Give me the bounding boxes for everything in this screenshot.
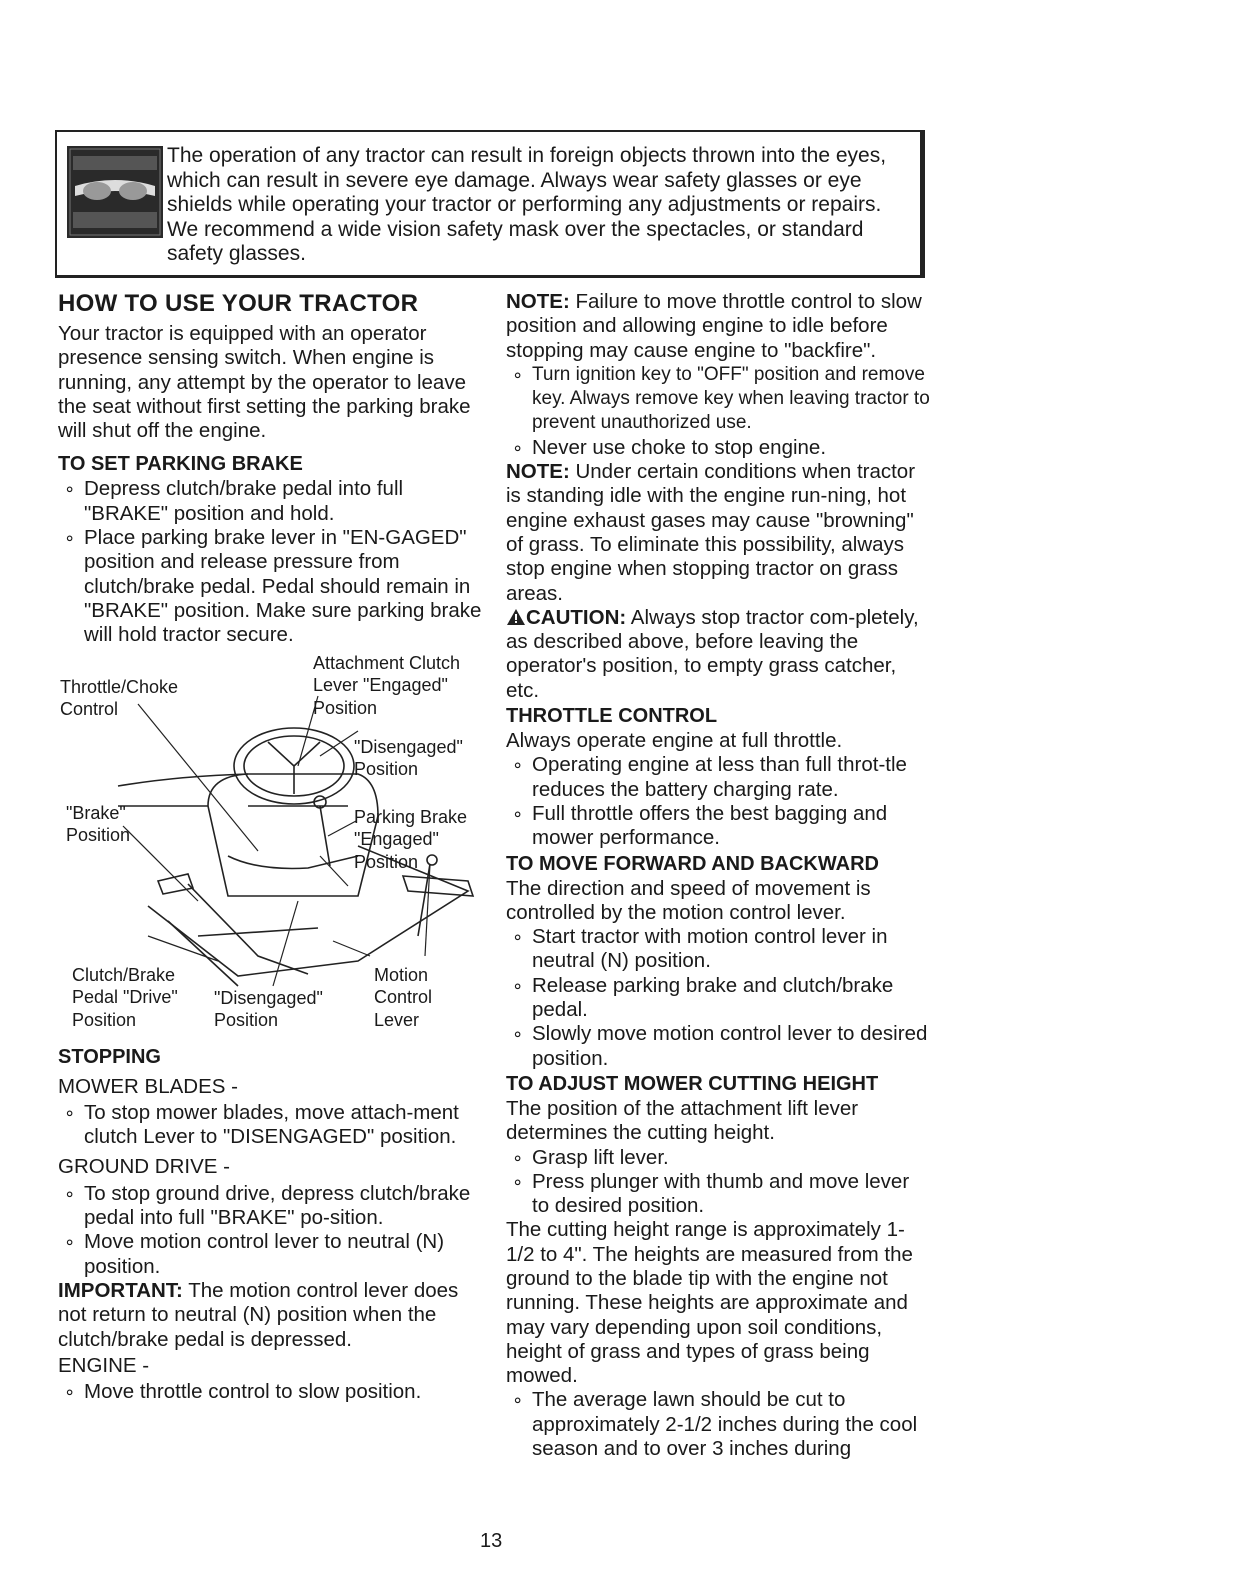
list-item: ∘ Depress clutch/brake pedal into full "BRAKE" position and hold. [58, 477, 488, 526]
tractor-controls-diagram [58, 652, 498, 1056]
caution-label: CAUTION: [526, 605, 627, 629]
engine-subheading: ENGINE - [58, 1353, 150, 1377]
list-item: ∘ Operating engine at less than full throt-tle reduces the battery charging rate. [506, 753, 931, 802]
note-text: Under certain conditions when tractor is standing idle with the engine run-ning, hot engine exhaust gases may cause "browning" of grass. To eliminate this possibility, always stop engine when stopping tractor on grass areas. [506, 460, 916, 605]
parking-brake-label: Parking Brake "Engaged" Position [354, 806, 468, 872]
note-browning [506, 460, 931, 606]
move-heading: TO MOVE FORWARD AND BACKWARD [506, 852, 879, 875]
disengaged-bottom-label: "Disengaged" Position [214, 987, 323, 1031]
throttle-list [506, 753, 931, 850]
list-item: ∘ Slowly move motion control lever to desired position. [506, 1022, 931, 1071]
safety-warning-text: The operation of any tractor can result in foreign objects thrown into the eyes, which can result in severe eye damage. Always wear safety glasses or eye shields while operating your tractor or performing any adjustments or repairs. We recommend a wide vision safety mask over the spectacles, or standard safety glasses. [167, 144, 887, 266]
list-item: ∘ Move motion control lever to neutral (N) position. [58, 1230, 488, 1279]
right-column [506, 290, 931, 1461]
note-label: NOTE: [506, 290, 570, 313]
throttle-intro: Always operate engine at full throttle. [506, 729, 843, 753]
list-item: ∘ Place parking brake lever in "EN-GAGED" position and release pressure from clutch/brake pedal. Pedal should remain in "BRAKE" position. Make sure parking brake will hold tractor secure. [58, 526, 488, 647]
list-item: ∘ To stop mower blades, move attach-ment clutch Lever to "DISENGAGED" position. [58, 1101, 488, 1150]
move-list [506, 925, 931, 1071]
list-item: ∘ To stop ground drive, depress clutch/brake pedal into full "BRAKE" po-sition. [58, 1182, 488, 1231]
move-intro: The direction and speed of movement is controlled by the motion control lever. [506, 876, 871, 924]
caution-paragraph [506, 606, 931, 703]
page-number: 13 [480, 1530, 503, 1552]
ignition-list [506, 363, 931, 436]
clutch-pedal-label: Clutch/Brake Pedal "Drive" Position [72, 964, 178, 1030]
parking-brake-heading: TO SET PARKING BRAKE [58, 453, 303, 476]
motion-control-label: Motion Control Lever [374, 964, 433, 1030]
list-item: ∘ The average lawn should be cut to approximately 2-1/2 inches during the cool season and to over 3 inches during [506, 1388, 931, 1461]
safety-glasses-icon [67, 146, 163, 238]
important-note [58, 1279, 488, 1352]
choke-list [506, 436, 931, 460]
note-backfire [506, 290, 931, 363]
parking-brake-list [58, 477, 488, 647]
note-label: NOTE: [506, 460, 570, 484]
caution-triangle-icon [506, 608, 526, 626]
important-label: IMPORTANT: [58, 1278, 183, 1302]
cutting-height-range: The cutting height range is approximately 1-1/2 to 4". The heights are measured from the ground to the blade tip with the engine not running. These heights are approximate and may vary depending upon soil conditions, height of grass and types of grass being mowed. [506, 1218, 913, 1388]
throttle-choke-label: Throttle/Choke Control [60, 676, 179, 720]
list-item: ∘ Full throttle offers the best bagging and mower performance. [506, 802, 931, 851]
list-item: ∘ Never use choke to stop engine. [506, 436, 931, 460]
cutting-height-list [506, 1146, 931, 1219]
cutting-height-heading: TO ADJUST MOWER CUTTING HEIGHT [506, 1072, 879, 1095]
section-title: HOW TO USE YOUR TRACTOR [58, 290, 419, 317]
list-item: ∘ Grasp lift lever. [506, 1146, 931, 1170]
stopping-heading: STOPPING [58, 1045, 161, 1068]
mower-blades-subheading: MOWER BLADES - [58, 1074, 238, 1098]
ground-drive-list [58, 1182, 488, 1279]
list-item: ∘ Move throttle control to slow position. [58, 1380, 488, 1404]
brake-position-label: "Brake" Position [66, 802, 131, 846]
list-item: ∘ Turn ignition key to "OFF" position and remove key. Always remove key when leaving tractor to prevent unauthorized use. [506, 363, 931, 436]
ground-drive-subheading: GROUND DRIVE - [58, 1155, 230, 1179]
safety-warning-box [55, 130, 925, 278]
mower-blades-list [58, 1101, 488, 1150]
list-item: ∘ Release parking brake and clutch/brake pedal. [506, 974, 931, 1023]
list-item: ∘ Press plunger with thumb and move lever to desired position. [506, 1170, 931, 1219]
intro-paragraph: Your tractor is equipped with an operator presence sensing switch. When engine is running, any attempt by the operator to leave the seat without first setting the parking brake will shut off the engine. [58, 322, 471, 443]
list-item: ∘ Start tractor with motion control lever in neutral (N) position. [506, 925, 931, 974]
cutting-height-intro: The position of the attachment lift lever determines the cutting height. [506, 1096, 859, 1145]
disengaged-top-label: "Disengaged" Position [354, 736, 463, 780]
caution-text: Always stop tractor com-pletely, as described above, before leaving the operator's position, to empty grass catcher, etc. [506, 605, 919, 702]
attachment-clutch-label: Attachment Clutch Lever "Engaged" Position [313, 652, 461, 718]
left-column [58, 290, 488, 1404]
throttle-control-heading: THROTTLE CONTROL [506, 705, 718, 728]
important-text: The motion control lever does not return to neutral (N) position when the clutch/brake pedal is depressed. [58, 1278, 459, 1351]
lawn-list [506, 1388, 931, 1461]
note-text: Failure to move throttle control to slow position and allowing engine to idle before stopping may cause engine to "backfire". [506, 290, 922, 362]
engine-list [58, 1380, 488, 1404]
